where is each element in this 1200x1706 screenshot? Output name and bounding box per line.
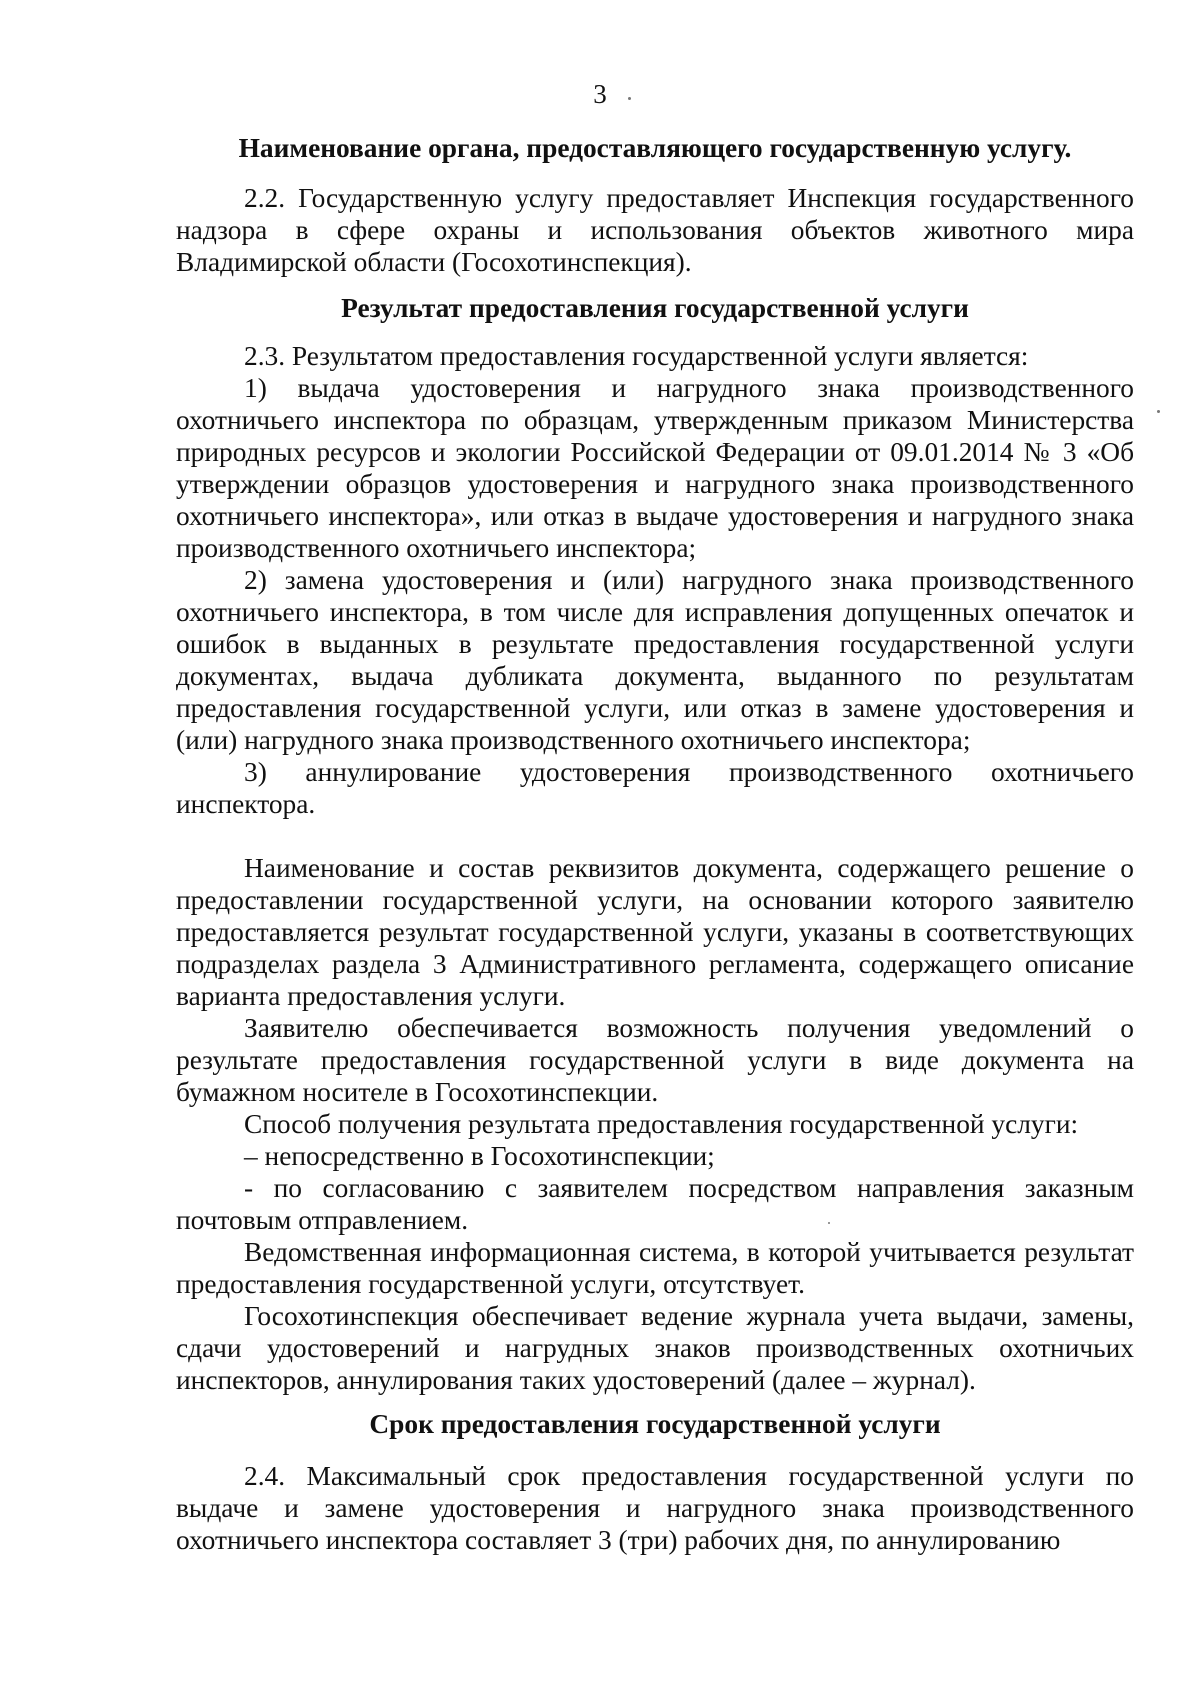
scan-speck (1157, 410, 1160, 413)
paragraph-notification: Заявителю обеспечивается возможность получения уведомлений о результате предоставления государственной услуги в виде документа на бумажном носителе в Госохотинспекции. (176, 1013, 1134, 1107)
receipt-method-item-2: - по согласованию с заявителем посредством направления заказным почтовым отправлением. (176, 1173, 1134, 1235)
heading-service-result: Результат предоставления государственной услуги (341, 293, 969, 323)
heading-issuing-authority: Наименование органа, предоставляющего государственную услугу. (238, 133, 1072, 163)
paragraph-information-system: Ведомственная информационная система, в которой учитывается результат предоставления государственной услуги, отсутствует. (176, 1237, 1134, 1299)
scan-speck (628, 97, 631, 100)
paragraph-2-2: 2.2. Государственную услугу предоставляет Инспекция государственного надзора в сфере охраны и использования объектов животного мира Владимирской области (Госохотинспекция). (176, 183, 1134, 277)
result-item-1: 1) выдача удостоверения и нагрудного знака производственного охотничьего инспектора по образцам, утвержденным приказом Министерства природных ресурсов и экологии Российской Федерации от 09.01.2014 № 3 «Об утверждении образцов удостоверения и нагрудного знака производственного охотничьего инспектора», или отказ в выдаче удостоверения и нагрудного знака производственного охотничьего инспектора; (176, 373, 1134, 563)
result-item-3: 3) аннулирование удостоверения производственного охотничьего инспектора. (176, 757, 1134, 819)
paragraph-2-4: 2.4. Максимальный срок предоставления государственной услуги по выдаче и замене удостоверения и нагрудного знака производственного охотничьего инспектора составляет 3 (три) рабочих дня, по аннулированию (176, 1461, 1134, 1555)
paragraph-requisites: Наименование и состав реквизитов документа, содержащего решение о предоставлении государственной услуги, на основании которого заявителю предоставляется результат государственной услуги, указаны в соответствующих подразделах раздела 3 Административного регламента, содержащего описание варианта предоставления услуги. (176, 853, 1134, 1011)
page-number: 3 (593, 79, 607, 109)
paragraph-journal: Госохотинспекция обеспечивает ведение журнала учета выдачи, замены, сдачи удостоверений и нагрудных знаков производственных охотничьих инспекторов, аннулирования таких удостоверений (далее – журнал). (176, 1301, 1134, 1395)
scan-speck (828, 1222, 830, 1224)
document-body (176, 132, 1134, 1556)
result-item-2: 2) замена удостоверения и (или) нагрудного знака производственного охотничьего инспектора, в том числе для исправления допущенных опечаток и ошибок в выданных в результате предоставления государственной услуги документах, выдача дубликата документа, выданного по результатам предоставления государственной услуги, или отказ в замене удостоверения и (или) нагрудного знака производственного охотничьего инспектора; (176, 565, 1134, 755)
receipt-method-item-1: – непосредственно в Госохотинспекции; (244, 1141, 715, 1171)
paragraph-receipt-method: Способ получения результата предоставления государственной услуги: (244, 1109, 1079, 1139)
heading-service-term: Срок предоставления государственной услуги (369, 1409, 941, 1439)
paragraph-gap (176, 820, 1134, 852)
paragraph-2-3: 2.3. Результатом предоставления государственной услуги является: (244, 341, 1029, 371)
